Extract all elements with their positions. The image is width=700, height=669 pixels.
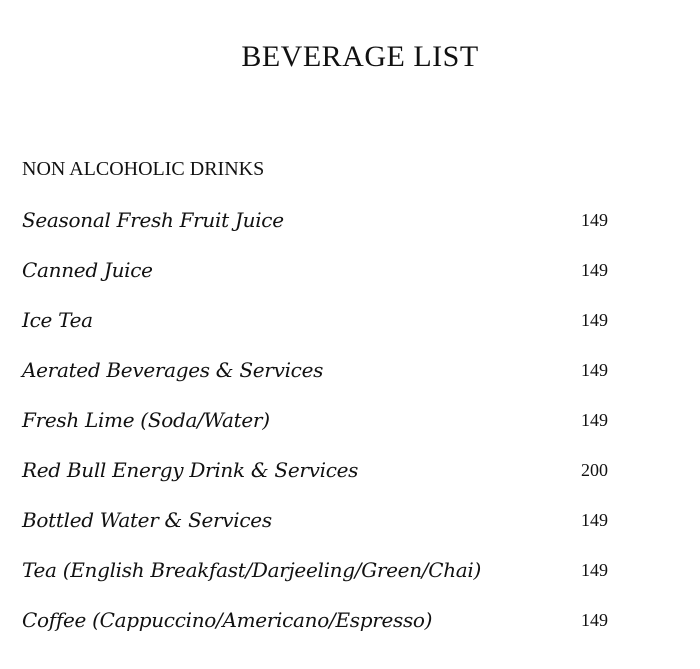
menu-item (0, 604, 700, 654)
menu-title: BEVERAGE LIST (241, 40, 479, 73)
item-price: 149 (581, 560, 608, 580)
menu-item (0, 204, 700, 254)
item-price: 149 (581, 260, 608, 280)
item-price: 149 (581, 310, 608, 330)
item-name: Fresh Lime (Soda/Water) (22, 408, 270, 432)
item-name: Aerated Beverages & Services (22, 358, 324, 382)
item-name: Coffee (Cappuccino/Americano/Espresso) (22, 608, 433, 632)
item-price: 149 (581, 360, 608, 380)
item-name: Ice Tea (22, 308, 93, 332)
menu-item (0, 454, 700, 504)
menu-item (0, 404, 700, 454)
item-name: Canned Juice (22, 258, 153, 282)
menu-item (0, 354, 700, 404)
menu-item (0, 304, 700, 354)
item-name: Tea (English Breakfast/Darjeeling/Green/Chai) (22, 558, 482, 582)
section-heading: NON ALCOHOLIC DRINKS (22, 158, 265, 180)
item-name: Red Bull Energy Drink & Services (22, 458, 359, 482)
item-price: 149 (581, 410, 608, 430)
item-price: 149 (581, 610, 608, 630)
item-name: Bottled Water & Services (22, 508, 272, 532)
beverage-item-list (0, 204, 700, 654)
item-name: Seasonal Fresh Fruit Juice (22, 208, 284, 232)
menu-item (0, 554, 700, 604)
menu-item (0, 504, 700, 554)
item-price: 149 (581, 210, 608, 230)
item-price: 149 (581, 510, 608, 530)
item-price: 200 (581, 460, 608, 480)
menu-item (0, 254, 700, 304)
